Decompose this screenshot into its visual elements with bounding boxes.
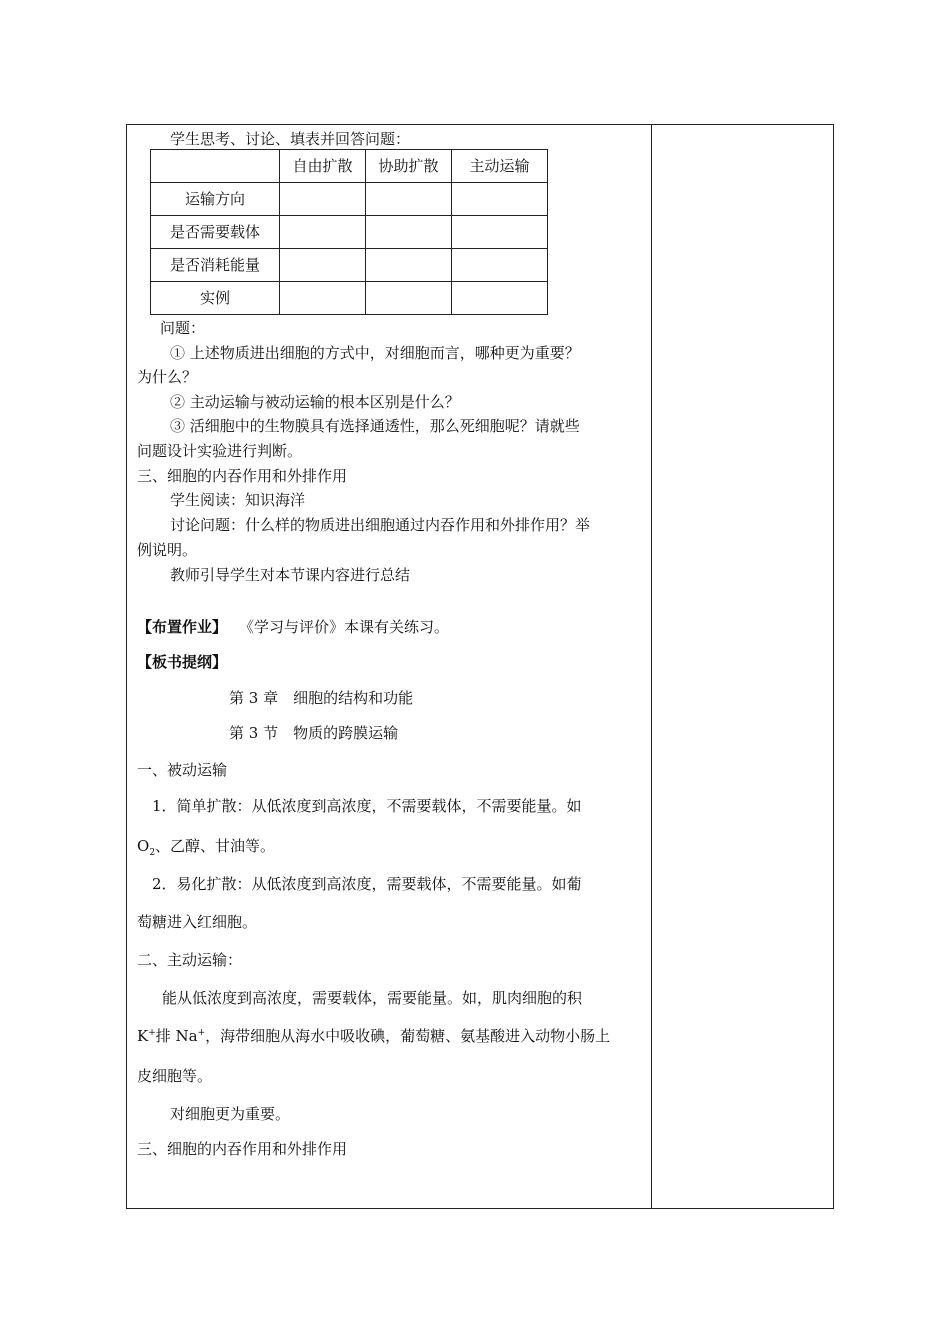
table-cell bbox=[280, 216, 366, 249]
homework-label: 【布置作业】 bbox=[137, 618, 228, 636]
questions-label: 问题： bbox=[160, 319, 206, 337]
potassium-symbol: K bbox=[137, 1027, 149, 1045]
column-divider bbox=[651, 124, 652, 1209]
table-cell bbox=[366, 282, 452, 315]
question-1-line-1: ① 上述物质进出细胞的方式中，对细胞而言，哪种更为重要？ bbox=[170, 344, 580, 362]
table-cell bbox=[452, 216, 548, 249]
simple-diffusion-line-1: 1．简单扩散：从低浓度到高浓度，不需要载体，不需要能量。如 bbox=[152, 797, 582, 815]
row-label: 是否消耗能量 bbox=[151, 249, 280, 282]
active-transport-line-1: 能从低浓度到高浓度，需要载体，需要能量。如，肌肉细胞的积 bbox=[162, 989, 583, 1007]
table-header-cell bbox=[151, 150, 280, 183]
table-header-cell: 自由扩散 bbox=[280, 150, 366, 183]
table-header-row bbox=[151, 150, 548, 183]
row-label: 运输方向 bbox=[151, 183, 280, 216]
question-3-line-2: 问题设计实验进行判断。 bbox=[137, 442, 303, 460]
table-header-cell: 主动运输 bbox=[452, 150, 548, 183]
table-cell bbox=[280, 183, 366, 216]
active-transport-examples: ，海带细胞从海水中吸收碘，葡萄糖、氨基酸进入动物小肠上 bbox=[205, 1027, 611, 1045]
table-cell bbox=[366, 249, 452, 282]
table-cell bbox=[280, 282, 366, 315]
table-cell bbox=[366, 216, 452, 249]
comparison-table bbox=[150, 149, 548, 315]
table-row bbox=[151, 282, 548, 315]
table-cell bbox=[280, 249, 366, 282]
active-transport-line-2 bbox=[137, 1026, 610, 1046]
table-row bbox=[151, 183, 548, 216]
active-transport-line-3: 皮细胞等。 bbox=[137, 1067, 213, 1085]
importance-note: 对细胞更为重要。 bbox=[170, 1105, 291, 1123]
row-label: 是否需要载体 bbox=[151, 216, 280, 249]
facilitated-diffusion-line-2: 萄糖进入红细胞。 bbox=[137, 913, 258, 931]
board-section-3-heading: 三、细胞的内吞作用和外排作用 bbox=[137, 1140, 348, 1158]
discussion-line-1: 讨论问题：什么样的物质进出细胞通过内吞作用和外排作用？举 bbox=[170, 516, 591, 534]
oxygen-symbol: O bbox=[137, 837, 150, 855]
question-1-line-2: 为什么？ bbox=[137, 368, 198, 386]
passive-transport-heading: 一、被动运输 bbox=[137, 761, 228, 779]
homework-row bbox=[137, 617, 449, 637]
simple-diffusion-line-2 bbox=[137, 836, 275, 856]
table-cell bbox=[366, 183, 452, 216]
table-row bbox=[151, 216, 548, 249]
discussion-line-2: 例说明。 bbox=[137, 541, 198, 559]
facilitated-diffusion-line-1: 2．易化扩散：从低浓度到高浓度，需要载体，不需要能量。如葡 bbox=[152, 875, 582, 893]
table-cell bbox=[452, 249, 548, 282]
question-3-line-1: ③ 活细胞中的生物膜具有选择通透性，那么死细胞呢？请就些 bbox=[170, 417, 580, 435]
reading-text: 学生阅读：知识海洋 bbox=[170, 491, 306, 509]
potassium-charge: + bbox=[148, 1028, 156, 1038]
oxygen-subscript: 2 bbox=[149, 848, 156, 858]
active-transport-heading: 二、主动运输： bbox=[137, 951, 243, 969]
table-header-cell: 协助扩散 bbox=[366, 150, 452, 183]
section-title: 第 3 节 物质的跨膜运输 bbox=[229, 724, 399, 742]
table-cell bbox=[452, 183, 548, 216]
intro-text: 学生思考、讨论、填表并回答问题： bbox=[170, 130, 411, 148]
sodium-charge: + bbox=[197, 1028, 206, 1038]
sodium-text: 排 Na bbox=[155, 1027, 198, 1045]
section-3-heading: 三、细胞的内吞作用和外排作用 bbox=[137, 467, 348, 485]
table-row bbox=[151, 249, 548, 282]
row-label: 实例 bbox=[151, 282, 280, 315]
chapter-title: 第 3 章 细胞的结构和功能 bbox=[229, 689, 414, 707]
table-cell bbox=[452, 282, 548, 315]
question-2: ② 主动运输与被动运输的根本区别是什么？ bbox=[170, 393, 460, 411]
board-outline-label: 【板书提纲】 bbox=[137, 653, 228, 671]
simple-diffusion-examples: 、乙醇、甘油等。 bbox=[155, 837, 276, 855]
homework-text: 《学习与评价》本课有关练习。 bbox=[239, 618, 450, 636]
teacher-summary: 教师引导学生对本节课内容进行总结 bbox=[170, 566, 411, 584]
